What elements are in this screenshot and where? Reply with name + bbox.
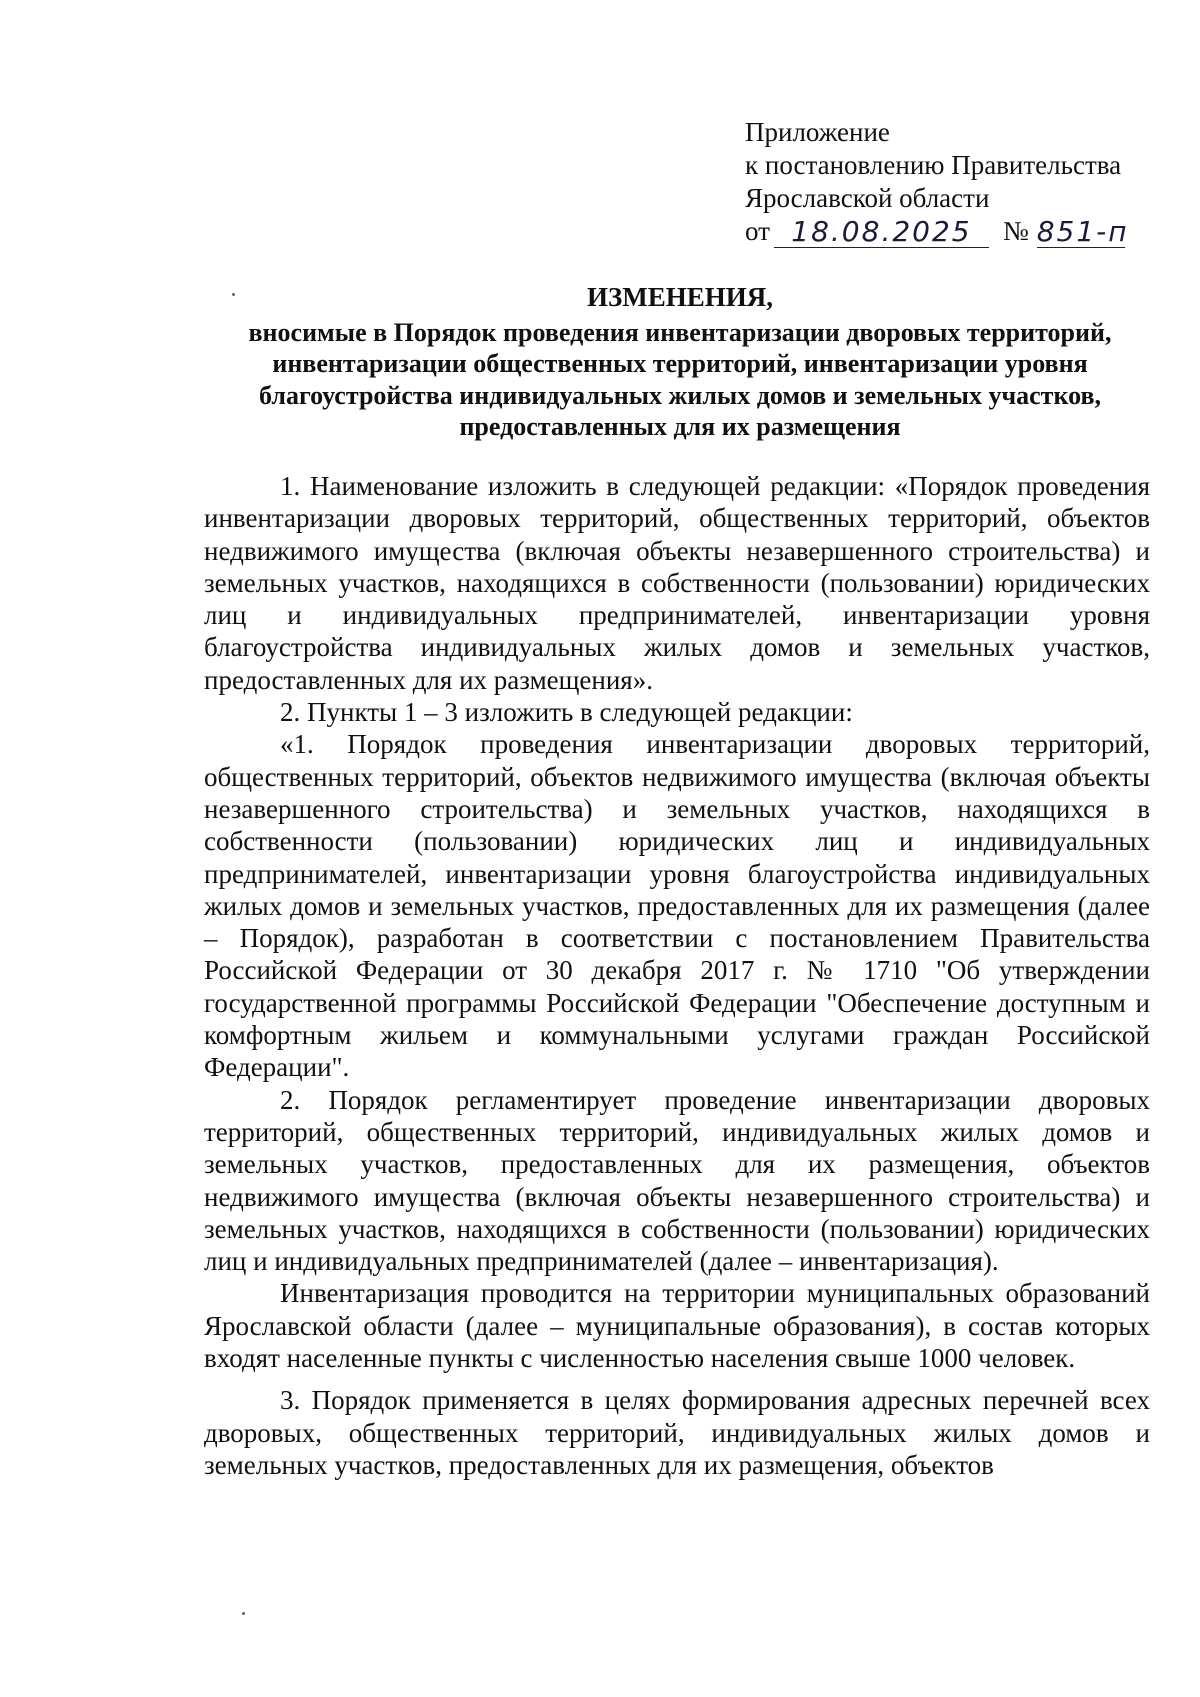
document-body — [204, 470, 1150, 1481]
annex-date-number-line — [745, 215, 1129, 248]
annex-line-1: Приложение — [745, 117, 890, 147]
paragraph-6: 3. Порядок применяется в целях формирования адресных перечней всех дворовых, общественных территорий, индивидуальных жилых домов и земельных участков, предоставленных для их размещения, объектов — [204, 1385, 1150, 1480]
title-heading: ИЗМЕНЕНИЯ, — [586, 282, 773, 312]
number-prefix: № — [1002, 216, 1029, 246]
scan-speck — [232, 293, 235, 296]
scan-speck — [242, 1612, 245, 1615]
title-subtitle: вносимые в Порядок проведения инвентаризации дворовых территорий, инвентаризации общественных территорий, инвентаризации уровня благоустройства индивидуальных жилых домов и земельных участков, предоставленных для их размещения — [248, 317, 1112, 441]
paragraph-3: «1. Порядок проведения инвентаризации дворовых территорий, общественных территорий, объектов недвижимого имущества (включая объекты незавершенного строительства) и земельных участков, находящихся в собственности (пользовании) юридических лиц и индивидуальных предпринимателей, инвентаризации уровня благоустройства индивидуальных жилых домов и земельных участков, предоставленных для их размещения (далее – Порядок), разработан в соответствии с постановлением Правительства Российской Федерации от 30 декабря 2017 г. № 1710 "Об утверждении государственной программы Российской Федерации "Обеспечение доступным и комфортным жильем и коммунальными услугами граждан Российской Федерации". — [204, 729, 1150, 1083]
handwritten-number: 851-п — [1036, 215, 1129, 248]
document-title — [200, 282, 1160, 443]
paragraph-4: 2. Порядок регламентирует проведение инвентаризации дворовых территорий, общественных территорий, индивидуальных жилых домов и земельных участков, предоставленных для их размещения, объектов недвижимого имущества (включая объекты незавершенного строительства) и земельных участков, находящихся в собственности (пользовании) юридических лиц и индивидуальных предпринимателей (далее – инвентаризация). — [204, 1084, 1150, 1277]
handwritten-date: 18.08.2025 — [774, 217, 989, 248]
paragraph-5: Инвентаризация проводится на территории муниципальных образований Ярославской области (далее – муниципальные образования), в состав которых входят населенные пункты с численностью населения свыше 1000 человек. — [204, 1278, 1150, 1374]
annex-line-3: Ярославской области — [745, 183, 990, 213]
annex-block — [745, 116, 1129, 248]
annex-line-2: к постановлению Правительства — [745, 150, 1122, 180]
paragraph-2: 2. Пункты 1 – 3 изложить в следующей редакции: — [280, 697, 853, 728]
date-prefix: от — [745, 216, 770, 246]
paragraph-1: 1. Наименование изложить в следующей редакции: «Порядок проведения инвентаризации дворовых территорий, общественных территорий, объектов недвижимого имущества (включая объекты незавершенного строительства) и земельных участков, находящихся в собственности (пользовании) юридических лиц и индивидуальных предпринимателей, инвентаризации уровня благоустройства индивидуальных жилых домов и земельных участков, предоставленных для их размещения». — [204, 471, 1150, 695]
